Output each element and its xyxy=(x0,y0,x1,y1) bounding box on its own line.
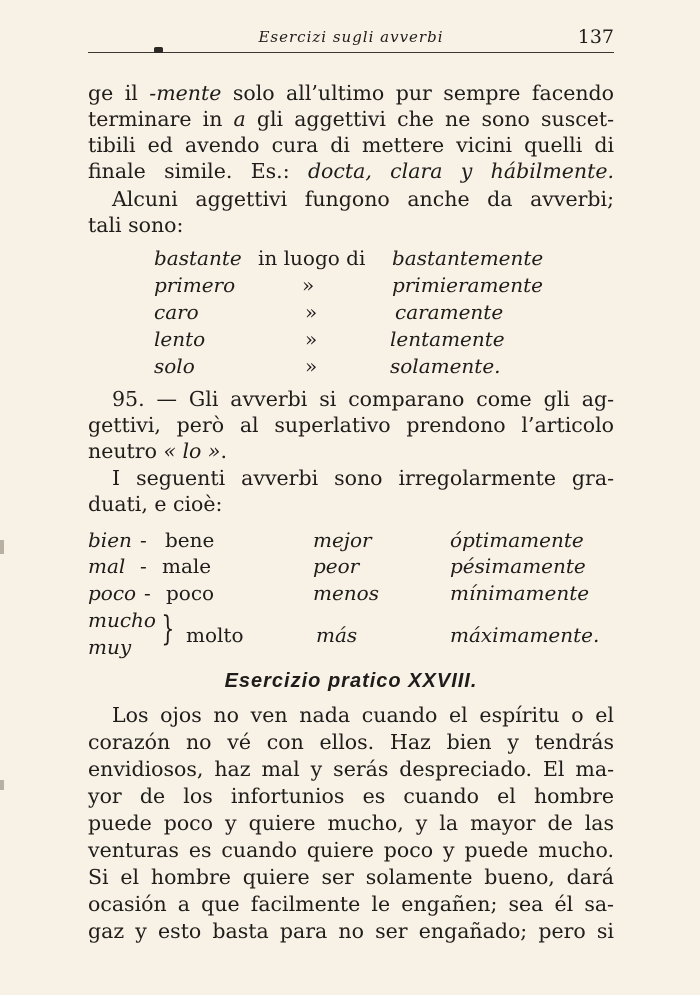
running-title: Esercizi sugli avverbi xyxy=(258,28,444,46)
exercise-line: puede poco y quiere mucho, y la mayor de las xyxy=(88,811,614,835)
text-line: finale simile. Es.: docta, clara y hábilmente. xyxy=(88,159,614,183)
italian-cell: poco xyxy=(166,581,215,605)
text-line: Alcuni aggettivi fungono anche da avverbi; xyxy=(112,187,614,211)
grouping-brace: } xyxy=(161,609,175,649)
page-header xyxy=(88,22,614,53)
exercise-line: ocasión a que facilmente le engañen; sea él sa- xyxy=(88,892,614,916)
ditto-mark: » xyxy=(305,327,318,351)
exercise-line: gaz y esto basta para no ser engañado; pero si xyxy=(88,919,614,943)
comparative-cell: peor xyxy=(313,554,360,578)
superlative-cell: óptimamente xyxy=(450,528,584,552)
spanish-cell: mal xyxy=(88,554,126,578)
text-line: tibili ed avendo cura di mettere vicini quelli di xyxy=(88,133,614,157)
spanish-cell: bien xyxy=(88,528,132,552)
comparative-cell: menos xyxy=(313,581,379,605)
superlative-cell: pésimamente xyxy=(450,554,586,578)
text-line: 95. — Gli avverbi si comparano come gli ag- xyxy=(112,387,614,411)
italian-cell: bene xyxy=(165,528,215,552)
page-number: 137 xyxy=(577,26,614,48)
connector-cell: in luogo di xyxy=(258,246,366,270)
adjective-cell: lento xyxy=(154,327,206,351)
adverb-cell: solamente. xyxy=(390,354,501,378)
ditto-mark: » xyxy=(305,354,318,378)
ditto-mark: » xyxy=(305,300,318,324)
spanish-cell: muy xyxy=(88,635,132,659)
spanish-cell: mucho xyxy=(88,608,156,632)
text-line: neutro « lo ». xyxy=(88,439,227,463)
exercise-line: corazón no vé con ellos. Haz bien y tendrás xyxy=(88,730,614,754)
adjective-cell: solo xyxy=(154,354,195,378)
dash: - xyxy=(140,554,147,578)
text-line: tali sono: xyxy=(88,213,184,237)
scan-edge-mark xyxy=(0,540,4,554)
adverb-cell: bastantemente xyxy=(392,246,544,270)
adverb-cell: lentamente xyxy=(390,327,505,351)
text-line: gettivi, però al superlativo prendono l’articolo xyxy=(88,413,614,437)
dash: - xyxy=(144,581,151,605)
scan-edge-mark xyxy=(0,780,4,790)
exercise-line: Si el hombre quiere ser solamente bueno, dará xyxy=(88,865,614,889)
text-line: I seguenti avverbi sono irregolarmente gra- xyxy=(112,466,614,490)
exercise-line: envidiosos, haz mal y serás despreciado. El ma- xyxy=(88,757,614,781)
comparative-cell: más xyxy=(316,623,358,647)
italian-cell: molto xyxy=(186,623,244,647)
adverb-cell: primieramente xyxy=(392,273,543,297)
adjective-cell: bastante xyxy=(154,246,242,270)
exercise-line: yor de los infortunios es cuando el hombre xyxy=(88,784,614,808)
exercise-line: Los ojos no ven nada cuando el espíritu o el xyxy=(112,703,614,727)
superlative-cell: mínimamente xyxy=(450,581,590,605)
superlative-cell: máximamente. xyxy=(450,623,600,647)
italian-cell: male xyxy=(162,554,212,578)
adverb-cell: caramente xyxy=(395,300,504,324)
ink-mark xyxy=(154,47,163,53)
text-line: ge il -mente solo all’ultimo pur sempre facendo xyxy=(88,81,614,105)
text-line: terminare in a gli aggettivi che ne sono suscet- xyxy=(88,107,614,131)
comparative-cell: mejor xyxy=(313,528,372,552)
section-heading: Esercizio pratico XXVIII. xyxy=(224,670,478,692)
adjective-cell: caro xyxy=(154,300,199,324)
exercise-line: venturas es cuando quiere poco y puede mucho. xyxy=(88,838,614,862)
ditto-mark: » xyxy=(302,273,315,297)
text-line: duati, e cioè: xyxy=(88,492,223,516)
spanish-cell: poco xyxy=(88,581,137,605)
adjective-cell: primero xyxy=(154,273,236,297)
dash: - xyxy=(140,528,147,552)
